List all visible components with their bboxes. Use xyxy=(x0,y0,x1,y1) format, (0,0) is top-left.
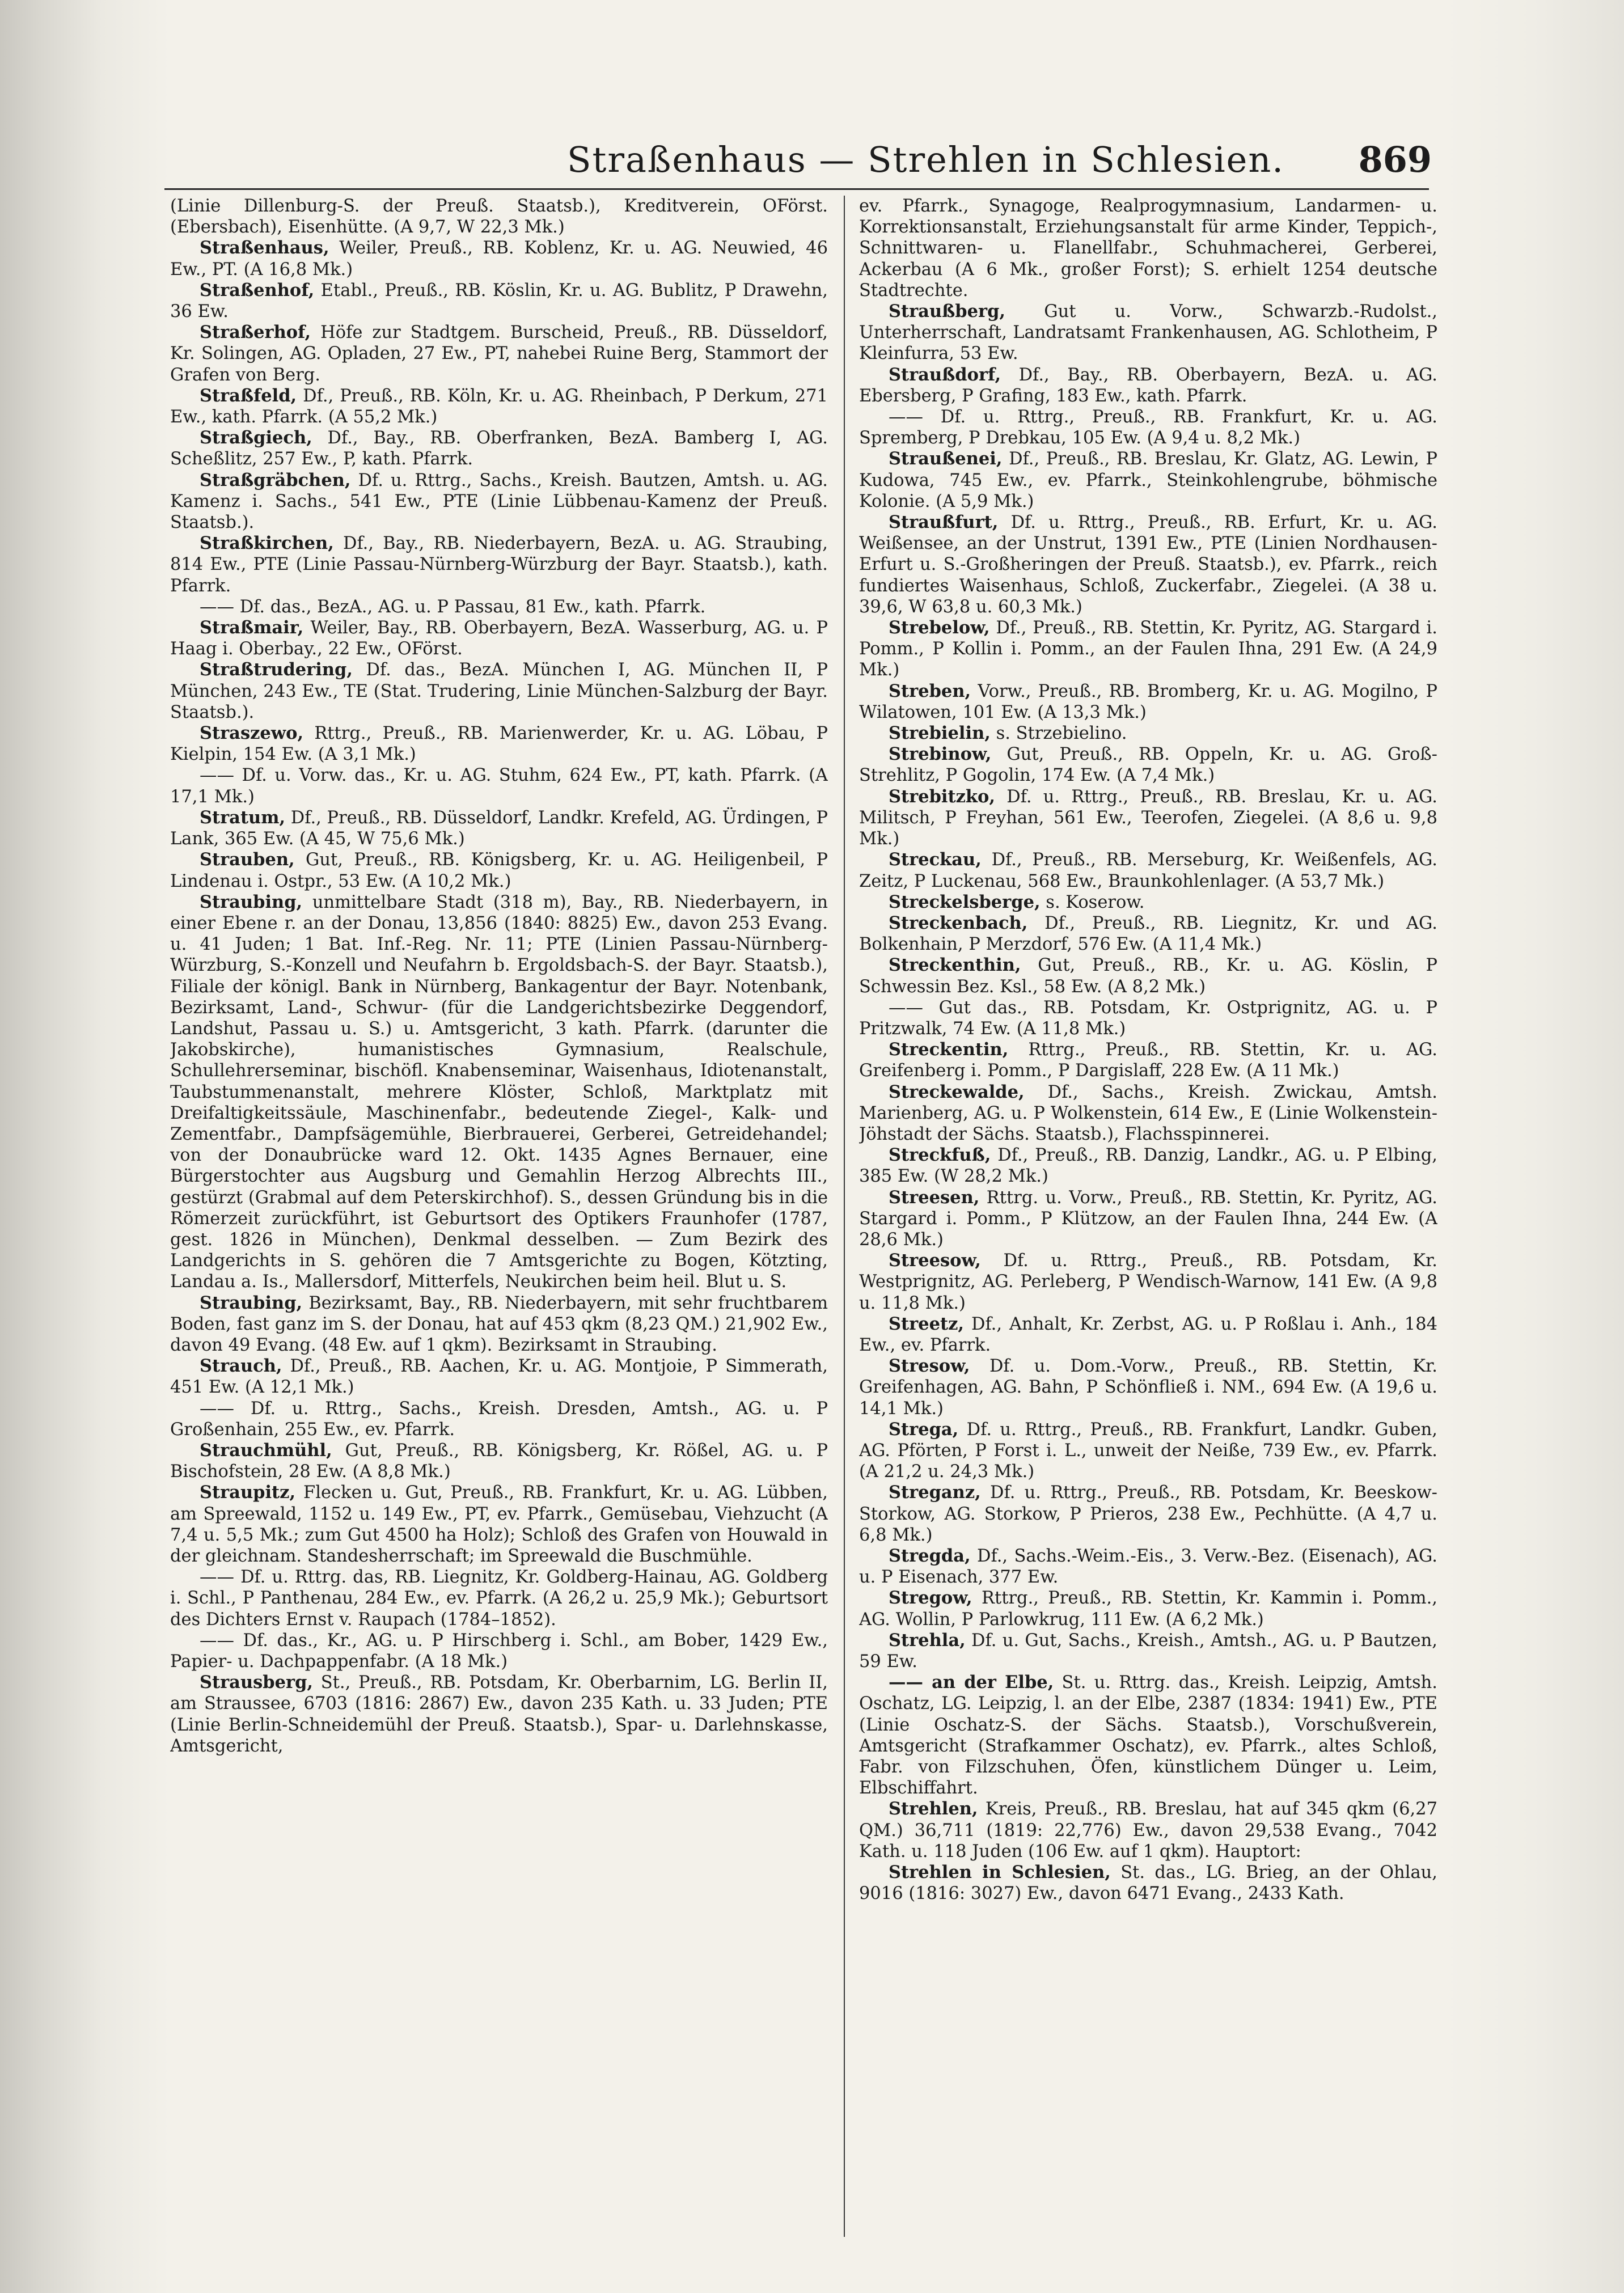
entry-body: s. Strzebielino. xyxy=(990,724,1127,744)
entry-body: Df. u. Rttrg., Preuß., RB. Breslau, Kr. u. AG. Militsch, P Freyhan, 561 Ew., Teerofen, Ziegelei. (A 8,6 u. 9,8 Mk.) xyxy=(859,786,1437,849)
gazetteer-entry xyxy=(170,196,828,238)
entry-headword: Straupitz, xyxy=(200,1482,296,1503)
gazetteer-entry xyxy=(170,428,828,469)
entry-body: Df., Bay., RB. Oberbayern, BezA. u. AG. Ebersberg, P Grafing, 183 Ew., kath. Pfarrk. xyxy=(859,365,1437,406)
entry-body: Df. u. Rttrg., Preuß., RB. Frankfurt, Landkr. Guben, AG. Pförten, P Forst i. L., unweit der Neiße, 739 Ew., ev. Pfarrk. (A 21,2 u. 24,3 Mk.) xyxy=(859,1419,1437,1482)
column-divider xyxy=(844,196,845,2237)
gazetteer-entry xyxy=(859,744,1437,786)
gazetteer-entry xyxy=(859,1356,1437,1419)
entry-headword: Strehlen, xyxy=(889,1799,978,1820)
entry-headword: Straubing, xyxy=(200,1292,303,1313)
entry-headword: Strega, xyxy=(889,1419,959,1440)
gazetteer-entry xyxy=(859,1630,1437,1672)
gazetteer-entry xyxy=(170,723,828,765)
entry-headword: Straßkirchen, xyxy=(200,533,334,554)
entry-body: Df. u. Rttrg., Sachs., Kreish. Bautzen, Amtsh. u. AG. Kamenz i. Sachs., 541 Ew., PTE (Linie Lübbenau-Kamenz der Preuß. Staatsb.). xyxy=(170,470,828,533)
entry-body: Rttrg., Preuß., RB. Stettin, Kr. Kammin i. Pomm., AG. Wollin, P Parlowkrug, 111 Ew. (A 6,2 Mk.) xyxy=(859,1588,1437,1630)
entry-body: Gut u. Vorw., Schwarzb.-Rudolst., Unterherrschaft, Landratsamt Frankenhausen, AG. Schlotheim, P Kleinfurra, 53 Ew. xyxy=(859,302,1437,364)
entry-headword: Straßfeld, xyxy=(200,385,297,406)
entry-body: Kreis, Preuß., RB. Breslau, hat auf 345 qkm (6,27 QM.) 36,711 (1819: 22,776) Ew., davon 29,538 Evang., 7042 Kath. u. 118 Juden (106 Ew. auf 1 qkm). Hauptort: xyxy=(859,1799,1437,1862)
gazetteer-entry xyxy=(170,1567,828,1630)
entry-body: —— Df. das., Kr., AG. u. P Hirschberg i. Schl., am Bober, 1429 Ew., Papier- u. Dachpappenfabr. (A 18 Mk.) xyxy=(170,1630,828,1672)
gazetteer-entry xyxy=(859,512,1437,617)
entry-body: Rttrg. u. Vorw., Preuß., RB. Stettin, Kr. Pyritz, AG. Stargard i. Pomm., P Klützow, an der Faulen Ihna, 244 Ew. (A 28,6 Mk.) xyxy=(859,1187,1437,1250)
entry-body: Df., Sachs., Kreish. Zwickau, Amtsh. Marienberg, AG. u. P Wolkenstein, 614 Ew., E (Linie Wolkenstein-Jöhstadt der Sächs. Staatsb.), Flachsspinnerei. xyxy=(859,1082,1437,1144)
entry-headword: Stresow, xyxy=(889,1356,970,1377)
entry-body: Df., Preuß., RB. Köln, Kr. u. AG. Rheinbach, P Derkum, 271 Ew., kath. Pfarrk. (A 55,2 Mk.) xyxy=(170,386,828,428)
entry-body: —— Df. u. Rttrg., Sachs., Kreish. Dresden, Amtsh., AG. u. P Großenhain, 255 Ew., ev. Pfarrk. xyxy=(170,1398,828,1440)
entry-body: Df., Preuß., RB. Liegnitz, Kr. und AG. Bolkenhain, P Merzdorf, 576 Ew. (A 11,4 Mk.) xyxy=(859,913,1437,955)
entry-headword: Straubing, xyxy=(200,891,303,912)
entry-body: St. u. Rttrg. das., Kreish. Leipzig, Amtsh. Oschatz, LG. Leipzig, l. an der Elbe, 2387 (1834: 1941) Ew., PTE (Linie Oschatz-S. der Sächs. Staatsb.), Vorschußverein, Amtsgericht (Strafkammer Oschatz), ev. Pfarrk., altes Schloß, Fabr. von Filzschuhen, Öfen, künstlichem Dünger u. Leim, Elbschiffahrt. xyxy=(859,1673,1437,1799)
gazetteer-entry xyxy=(859,301,1437,365)
gazetteer-entry xyxy=(170,1630,828,1672)
gazetteer-entry xyxy=(859,913,1437,955)
entry-headword: Strehla, xyxy=(889,1630,966,1651)
entry-body: Df., Bay., RB. Oberfranken, BezA. Bamberg I, AG. Scheßlitz, 257 Ew., P, kath. Pfarrk. xyxy=(170,428,828,469)
entry-body: Df. u. Rttrg., Preuß., RB. Potsdam, Kr. Beeskow-Storkow, AG. Storkow, P Prieros, 238 Ew., Pechhütte. (A 4,7 u. 6,8 Mk.) xyxy=(859,1483,1437,1545)
gazetteer-entry xyxy=(859,1482,1437,1546)
entry-body: Df., Preuß., RB. Aachen, Kr. u. AG. Montjoie, P Simmerath, 451 Ew. (A 12,1 Mk.) xyxy=(170,1356,828,1398)
entry-headword: Straußdorf, xyxy=(889,364,1001,385)
gazetteer-entry xyxy=(170,1672,828,1757)
entry-headword: Streesow, xyxy=(889,1250,981,1271)
gazetteer-entry xyxy=(170,1440,828,1482)
entry-body: Df., Bay., RB. Niederbayern, BezA. u. AG. Straubing, 814 Ew., PTE (Linie Passau-Nürnberg-Würzburg der Bayr. Staatsb.), kath. Pfarrk. xyxy=(170,534,828,596)
entry-headword: Streben, xyxy=(889,680,971,701)
gazetteer-entry xyxy=(859,1082,1437,1145)
entry-body: ev. Pfarrk., Synagoge, Realprogymnasium, Landarmen- u. Korrektionsanstalt, Erziehungsanstalt für arme Kinder, Teppich-, Schnittwaren- u. Flanellfabr., Schuhmacherei, Gerberei, Ackerbau (A 6 Mk., großer Forst); S. erhielt 1254 deutsche Stadtrechte. xyxy=(859,196,1437,301)
entry-body: Df. u. Rttrg., Preuß., RB. Potsdam, Kr. Westprignitz, AG. Perleberg, P Wendisch-Warnow, 141 Ew. (A 9,8 u. 11,8 Mk.) xyxy=(859,1251,1437,1313)
entry-body: Df., Anhalt, Kr. Zerbst, AG. u. P Roßlau i. Anh., 184 Ew., ev. Pfarrk. xyxy=(859,1314,1437,1355)
gazetteer-entry xyxy=(170,470,828,534)
gazetteer-entry xyxy=(859,1419,1437,1483)
gazetteer-entry xyxy=(170,765,828,807)
entry-headword: Strebielin, xyxy=(889,723,991,744)
entry-headword: Strebelow, xyxy=(889,617,990,638)
gazetteer-entry xyxy=(170,238,828,280)
entry-headword: Strauchmühl, xyxy=(200,1440,332,1461)
entry-headword: Streckfuß, xyxy=(889,1145,991,1166)
entry-body: Df. das., BezA. München I, AG. München II, P München, 243 Ew., TE (Stat. Trudering, Linie München-Salzburg der Bayr. Staatsb.). xyxy=(170,660,828,722)
entry-headword: Strauch, xyxy=(200,1356,282,1377)
gazetteer-entry xyxy=(170,1293,828,1356)
entry-body: Df., Preuß., RB. Danzig, Landkr., AG. u. P Elbing, 385 Ew. (W 28,2 Mk.) xyxy=(859,1145,1437,1187)
gazetteer-entry xyxy=(170,849,828,891)
entry-headword: Straßenhof, xyxy=(200,280,315,301)
entry-body: —— Df. u. Vorw. das., Kr. u. AG. Stuhm, 624 Ew., PT, kath. Pfarrk. (A 17,1 Mk.) xyxy=(170,765,828,807)
entry-body: Weiler, Preuß., RB. Koblenz, Kr. u. AG. Neuwied, 46 Ew., PT. (A 16,8 Mk.) xyxy=(170,238,828,280)
entry-headword: Straußfurt, xyxy=(889,512,999,533)
entry-body: Höfe zur Stadtgem. Burscheid, Preuß., RB. Düsseldorf, Kr. Solingen, AG. Opladen, 27 Ew., PT, nahebei Ruine Berg, Stammort der Grafen von Berg. xyxy=(170,323,828,385)
entry-headword: Straßgräbchen, xyxy=(200,469,351,490)
gazetteer-entry xyxy=(170,280,828,322)
entry-headword: Straßmair, xyxy=(200,617,304,638)
entry-headword: Stratum, xyxy=(200,807,286,828)
entry-body: Df., Preuß., RB. Düsseldorf, Landkr. Krefeld, AG. Ürdingen, P Lank, 365 Ew. (A 45, W 75,6 Mk.) xyxy=(170,807,828,849)
entry-body: Df. u. Dom.-Vorw., Preuß., RB. Stettin, Kr. Greifenhagen, AG. Bahn, P Schönfließ i. NM., 694 Ew. (A 19,6 u. 14,1 Mk.) xyxy=(859,1356,1437,1419)
gazetteer-entry xyxy=(170,322,828,386)
gazetteer-entry xyxy=(859,407,1437,449)
entry-body: Etabl., Preuß., RB. Köslin, Kr. u. AG. Bublitz, P Drawehn, 36 Ew. xyxy=(170,280,828,322)
entry-body: Df. u. Gut, Sachs., Kreish., Amtsh., AG. u. P Bautzen, 59 Ew. xyxy=(859,1630,1437,1672)
entry-body: unmittelbare Stadt (318 m), Bay., RB. Niederbayern, in einer Ebene r. an der Donau, 13,856 (1840: 8825) Ew., davon 253 Evang. u. 41 Juden; 1 Bat. Inf.-Reg. Nr. 11; PTE (Linien Passau-Nürnberg-Würzburg, S.-Konzell und Neufahrn b. Ergoldsbach-S. der Bayr. Staatsb.), Filiale der königl. Bank in Nürnberg, Bankagentur der Bayr. Notenbank, Bezirksamt, Land-, Schwur- (für die Landgerichtsbezirke Deggendorf, Landshut, Passau u. S.) u. Amtsgericht, 3 kath. Pfarrk. (darunter die Jakobskirche), humanistisches Gymnasium, Realschule, Schullehrerseminar, bischöfl. Knabenseminar, Waisenhaus, Idiotenanstalt, Taubstummenanstalt, mehrere Klöster, Schloß, Marktplatz mit Dreifaltigkeitssäule, Maschinenfabr., bedeutende Ziegel-, Kalk- und Zementfabr., Dampfsägemühle, Bierbrauerei, Gerberei, Getreidehandel; von der Donaubrücke ward 12. Okt. 1435 Agnes Bernauer, eine Bürgerstochter aus Augsburg und Gemahlin Herzog Albrechts III., gestürzt (Grabmal auf dem Peterskirchhof). S., dessen Gründung bis in die Römerzeit zurückführt, ist Geburtsort des Optikers Fraunhofer (1787, gest. 1826 in München), Denkmal desselben. — Zum Bezirk des Landgerichts in S. gehören die 7 Amtsgerichte zu Bogen, Kötzting, Landau a. Is., Mallersdorf, Mitterfels, Neukirchen beim heil. Blut u. S. xyxy=(170,892,828,1292)
header-rule xyxy=(164,188,1429,190)
gazetteer-entry xyxy=(859,997,1437,1039)
entry-body: Bezirksamt, Bay., RB. Niederbayern, mit sehr fruchtbarem Boden, fast ganz im S. der Donau, hat auf 453 qkm (8,23 QM.) 21,902 Ew., davon 49 Evang. (48 Ew. auf 1 qkm). Bezirksamt in Straubing. xyxy=(170,1293,828,1355)
entry-body: St., Preuß., RB. Potsdam, Kr. Oberbarnim, LG. Berlin II, am Straussee, 6703 (1816: 2867) Ew., davon 235 Kath. u. 33 Juden; PTE (Linie Berlin-Schneidemühl der Preuß. Staatsb.), Spar- u. Darlehnskasse, Amtsgericht, xyxy=(170,1673,828,1756)
entry-body: Rttrg., Preuß., RB. Marienwerder, Kr. u. AG. Löbau, P Kielpin, 154 Ew. (A 3,1 Mk.) xyxy=(170,724,828,765)
entry-headword: Strehlen in Schlesien, xyxy=(889,1862,1111,1883)
gazetteer-entry xyxy=(859,1862,1437,1904)
gazetteer-entry xyxy=(859,849,1437,891)
entry-body: s. Koserow. xyxy=(1040,892,1145,912)
page-shadow-right xyxy=(1443,0,1624,2293)
entry-headword: Straßenhaus, xyxy=(200,238,329,259)
gazetteer-entry xyxy=(170,596,828,617)
entry-headword: —— an der Elbe, xyxy=(889,1672,1054,1693)
gazetteer-entry xyxy=(859,1672,1437,1799)
entry-headword: Streganz, xyxy=(889,1482,981,1503)
gazetteer-entry xyxy=(859,955,1437,997)
gazetteer-entry xyxy=(859,1145,1437,1187)
entry-body: (Linie Dillenburg-S. der Preuß. Staatsb.), Kreditverein, OFörst. (Ebersbach), Eisenhütte. (A 9,7, W 22,3 Mk.) xyxy=(170,196,828,238)
gazetteer-entry xyxy=(859,1250,1437,1314)
entry-body: St. das., LG. Brieg, an der Ohlau, 9016 (1816: 3027) Ew., davon 6471 Evang., 2433 Kath. xyxy=(859,1863,1437,1904)
entry-headword: Straßtrudering, xyxy=(200,659,353,680)
entry-headword: Streckelsberge, xyxy=(889,891,1041,912)
entry-body: Df., Preuß., RB. Stettin, Kr. Pyritz, AG. Stargard i. Pomm., P Kollin i. Pomm., an der Faulen Ihna, 291 Ew. (A 24,9 Mk.) xyxy=(859,618,1437,680)
entry-headword: Streckewalde, xyxy=(889,1081,1025,1102)
entry-body: Gut, Preuß., RB. Oppeln, Kr. u. AG. Groß-Strehlitz, P Gogolin, 174 Ew. (A 7,4 Mk.) xyxy=(859,744,1437,786)
entry-body: Gut, Preuß., RB. Königsberg, Kr. u. AG. Heiligenbeil, P Lindenau i. Ostpr., 53 Ew. (A 10,2 Mk.) xyxy=(170,850,828,891)
gazetteer-entry xyxy=(859,1187,1437,1251)
gazetteer-entry xyxy=(859,617,1437,681)
gazetteer-entry xyxy=(859,723,1437,744)
gazetteer-entry xyxy=(170,533,828,596)
entry-headword: Stregda, xyxy=(889,1546,971,1566)
gazetteer-entry xyxy=(859,892,1437,913)
entry-body: Df., Preuß., RB. Merseburg, Kr. Weißenfels, AG. Zeitz, P Luckenau, 568 Ew., Braunkohlenlager. (A 53,7 Mk.) xyxy=(859,850,1437,891)
entry-headword: Straszewo, xyxy=(200,723,304,744)
entry-headword: Strebinow, xyxy=(889,744,992,765)
entry-body: Gut, Preuß., RB., Kr. u. AG. Köslin, P Schwessin Bez. Ksl., 58 Ew. (A 8,2 Mk.) xyxy=(859,955,1437,997)
entry-headword: Streckau, xyxy=(889,849,982,870)
entry-headword: Streesen, xyxy=(889,1187,980,1208)
entry-headword: Straußenei, xyxy=(889,449,1003,469)
entry-body: —— Gut das., RB. Potsdam, Kr. Ostprignitz, AG. u. P Pritzwalk, 74 Ew. (A 11,8 Mk.) xyxy=(859,997,1437,1039)
right-column xyxy=(859,196,1437,2237)
entry-body: Rttrg., Preuß., RB. Stettin, Kr. u. AG. Greifenberg i. Pomm., P Dargislaff, 228 Ew. (A 11 Mk.) xyxy=(859,1040,1437,1081)
entry-headword: Streckenthin, xyxy=(889,955,1021,976)
gazetteer-entry xyxy=(859,365,1437,407)
entry-headword: Strebitzko, xyxy=(889,786,996,807)
entry-headword: Strauben, xyxy=(200,849,295,870)
page-number: 869 xyxy=(1358,139,1432,180)
entry-headword: Streckenbach, xyxy=(889,912,1028,933)
running-header: Straßenhaus — Strehlen in Schlesien. xyxy=(567,139,1284,180)
entry-body: Df., Preuß., RB. Breslau, Kr. Glatz, AG. Lewin, P Kudowa, 745 Ew., ev. Pfarrk., Steinkohlengrube, böhmische Kolonie. (A 5,9 Mk.) xyxy=(859,449,1437,511)
gazetteer-entry xyxy=(170,892,828,1293)
gazetteer-entry xyxy=(859,196,1437,301)
gazetteer-entry xyxy=(170,807,828,849)
entry-headword: Streckentin, xyxy=(889,1039,1009,1060)
page-shadow-left xyxy=(0,0,170,2293)
gazetteer-entry xyxy=(859,1799,1437,1862)
gazetteer-entry xyxy=(170,617,828,659)
gazetteer-entry xyxy=(859,786,1437,850)
entry-body: Flecken u. Gut, Preuß., RB. Frankfurt, Kr. u. AG. Lübben, am Spreewald, 1152 u. 149 Ew., PT, ev. Pfarrk., Gemüsebau, Viehzucht (A 7,4 u. 5,5 Mk.; zum Gut 4500 ha Holz); Schloß des Grafen von Houwald in der gleichnam. Standesherrschaft; im Spreewald die Buschmühle. xyxy=(170,1483,828,1566)
entry-body: Df. u. Rttrg., Preuß., RB. Erfurt, Kr. u. AG. Weißensee, an der Unstrut, 1391 Ew., PTE (Linien Nordhausen-Erfurt u. S.-Großheringen der Preuß. Staatsb.), ev. Pfarrk., reich fundiertes Waisenhaus, Schloß, Zuckerfabr., Ziegelei. (A 38 u. 39,6, W 63,8 u. 60,3 Mk.) xyxy=(859,513,1437,617)
entry-body: —— Df. das., BezA., AG. u. P Passau, 81 Ew., kath. Pfarrk. xyxy=(200,596,706,617)
entry-body: —— Df. u. Rttrg., Preuß., RB. Frankfurt, Kr. u. AG. Spremberg, P Drebkau, 105 Ew. (A 9,4 u. 8,2 Mk.) xyxy=(859,407,1437,449)
entry-body: Vorw., Preuß., RB. Bromberg, Kr. u. AG. Mogilno, P Wilatowen, 101 Ew. (A 13,3 Mk.) xyxy=(859,681,1437,722)
gazetteer-entry xyxy=(859,1588,1437,1630)
entry-body: Weiler, Bay., RB. Oberbayern, BezA. Wasserburg, AG. u. P Haag i. Oberbay., 22 Ew., OFörst. xyxy=(170,618,828,659)
gazetteer-entry xyxy=(170,1482,828,1567)
gazetteer-entry xyxy=(170,1356,828,1398)
gazetteer-entry xyxy=(859,1546,1437,1588)
gazetteer-entry xyxy=(170,386,828,428)
entry-headword: Strausberg, xyxy=(200,1672,314,1693)
gazetteer-entry xyxy=(859,449,1437,512)
gazetteer-entry xyxy=(170,1398,828,1440)
gazetteer-entry xyxy=(859,1039,1437,1081)
entry-headword: Straßerhof, xyxy=(200,322,311,343)
entry-body: Df., Sachs.-Weim.-Eis., 3. Verw.-Bez. (Eisenach), AG. u. P Eisenach, 377 Ew. xyxy=(859,1546,1437,1588)
entry-headword: Straußberg, xyxy=(889,301,1006,322)
entry-body: —— Df. u. Rttrg. das, RB. Liegnitz, Kr. Goldberg-Hainau, AG. Goldberg i. Schl., P Panthenau, 284 Ew., ev. Pfarrk. (A 26,2 u. 25,9 Mk.); Geburtsort des Dichters Ernst v. Raupach (1784–1852). xyxy=(170,1567,828,1630)
entry-headword: Straßgiech, xyxy=(200,428,312,449)
gazetteer-entry xyxy=(859,681,1437,723)
gazetteer-entry xyxy=(170,659,828,723)
entry-body: Gut, Preuß., RB. Königsberg, Kr. Rößel, AG. u. P Bischofstein, 28 Ew. (A 8,8 Mk.) xyxy=(170,1440,828,1482)
entry-headword: Streetz, xyxy=(889,1313,965,1334)
left-column xyxy=(170,196,828,2237)
entry-headword: Stregow, xyxy=(889,1588,972,1609)
gazetteer-entry xyxy=(859,1314,1437,1356)
